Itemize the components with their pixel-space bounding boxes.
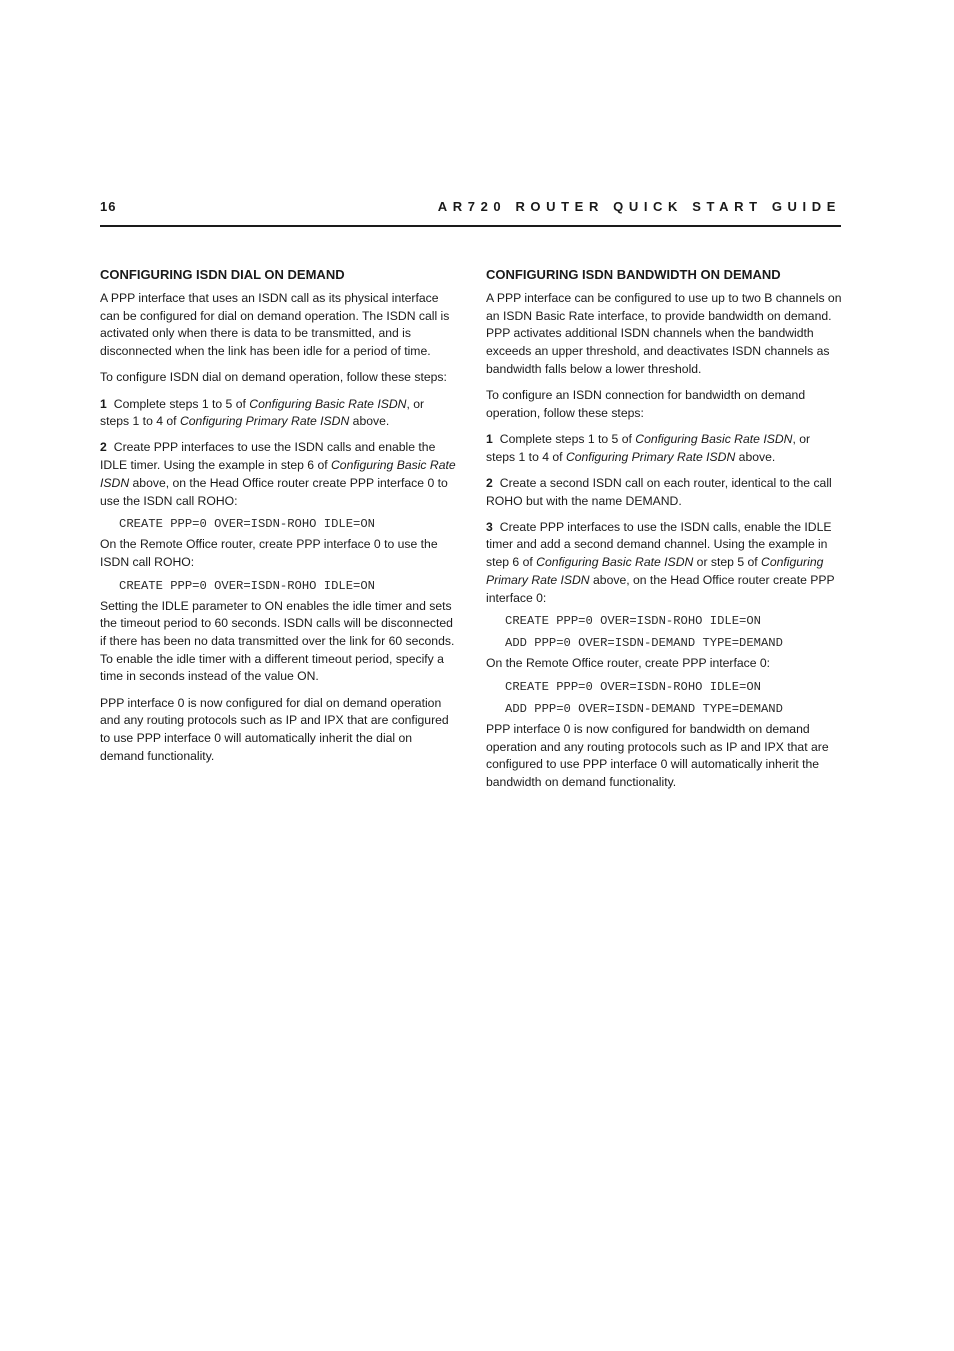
paragraph: On the Remote Office router, create PPP interface 0 to use the ISDN call ROHO: xyxy=(100,537,438,569)
section-heading-bandwidth-on-demand: CONFIGURING ISDN BANDWIDTH ON DEMAND xyxy=(486,267,781,282)
cross-reference: Configuring Primary Rate ISDN xyxy=(486,555,824,587)
section-heading-dial-on-demand: CONFIGURING ISDN DIAL ON DEMAND xyxy=(100,267,345,282)
cross-reference: Configuring Basic Rate ISDN xyxy=(635,431,793,446)
paragraph: A PPP interface can be configured to use up to two B channels on an ISDN Basic Rate interface, to provide bandwidth on demand. PPP activates additional ISDN channels when the bandwidth exceeds an upper threshold, and deactivates ISDN channels as bandwidth falls below a lower threshold. xyxy=(486,291,842,376)
page-header xyxy=(100,199,841,227)
paragraph: To configure an ISDN connection for bandwidth on demand operation, follow these steps: xyxy=(486,388,806,420)
step-number: 3 xyxy=(486,519,493,534)
code-line: ADD PPP=0 OVER=ISDN-DEMAND TYPE=DEMAND xyxy=(505,636,783,651)
paragraph: Setting the IDLE parameter to ON enables the idle timer and sets the timeout period to 60 seconds. ISDN calls will be disconnected if there has been no data transmitted over the link for 60 seconds. To enable the idle timer with a different timeout period, specify a time in seconds instead of the value ON. xyxy=(100,598,455,684)
code-line: CREATE PPP=0 OVER=ISDN-ROHO IDLE=ON xyxy=(505,679,761,694)
code-line: CREATE PPP=0 OVER=ISDN-ROHO IDLE=ON xyxy=(119,578,375,593)
cross-reference: Configuring Basic Rate ISDN xyxy=(536,555,694,570)
step-number: 1 xyxy=(486,431,493,446)
code-line: CREATE PPP=0 OVER=ISDN-ROHO IDLE=ON xyxy=(119,517,375,532)
paragraph: PPP interface 0 is now configured for bandwidth on demand operation and any routing protocols such as IP and IPX that are configured to use PPP interface 0 will automatically inherit the bandwidth on demand functionality. xyxy=(486,721,829,790)
cross-reference: Configuring Primary Rate ISDN xyxy=(565,449,736,464)
step-2: 2 Create PPP interfaces to use the ISDN calls and enable the IDLE timer. Using the example in step 6 of Configuring Basic Rate ISDN above, on the Head Office router create PPP interface 0 to use the ISDN call ROHO: xyxy=(100,440,456,508)
step-2: 2 Create a second ISDN call on each router, identical to the call ROHO but with the name DEMAND. xyxy=(486,475,832,508)
code-line: ADD PPP=0 OVER=ISDN-DEMAND TYPE=DEMAND xyxy=(505,701,783,716)
step-number: 1 xyxy=(100,396,107,411)
left-column xyxy=(100,266,456,774)
code-block xyxy=(486,677,842,719)
paragraph: On the Remote Office router, create PPP interface 0: xyxy=(486,656,771,671)
cross-reference: Configuring Basic Rate ISDN xyxy=(100,458,456,490)
code-line: CREATE PPP=0 OVER=ISDN-ROHO IDLE=ON xyxy=(505,614,761,629)
right-column xyxy=(486,266,842,800)
code-block xyxy=(486,611,842,653)
cross-reference: Configuring Primary Rate ISDN xyxy=(179,414,350,429)
step-number: 2 xyxy=(486,475,493,490)
cross-reference: Configuring Basic Rate ISDN xyxy=(249,396,407,411)
code-block xyxy=(100,514,456,534)
step-1: 1 Complete steps 1 to 5 of Configuring Basic Rate ISDN, or steps 1 to 4 of Configuring Primary Rate ISDN above. xyxy=(100,396,425,429)
guide-title: AR720 ROUTER QUICK START GUIDE xyxy=(437,199,841,214)
step-3: 3 Create PPP interfaces to use the ISDN calls, enable the IDLE timer and add a second demand channel. Using the example in step 6 of Configuring Basic Rate ISDN or step 5 of Configuring Primary Rate ISDN above, on the Head Office router create PPP interface 0: xyxy=(486,519,835,605)
code-block xyxy=(100,576,456,596)
paragraph: PPP interface 0 is now configured for dial on demand operation and any routing protocols such as IP and IPX that are configured to use PPP interface 0 will automatically inherit the dial on demand functionality. xyxy=(100,695,449,763)
step-number: 2 xyxy=(100,440,107,455)
paragraph: To configure ISDN dial on demand operation, follow these steps: xyxy=(100,370,447,385)
page-number: 16 xyxy=(100,199,117,214)
paragraph: A PPP interface that uses an ISDN call as its physical interface can be configured for dial on demand operation. The ISDN call is activated only when there is data to be transmitted, and is disconnected when the link has been idle for a period of time. xyxy=(100,291,450,359)
step-1: 1 Complete steps 1 to 5 of Configuring Basic Rate ISDN, or steps 1 to 4 of Configuring Primary Rate ISDN above. xyxy=(486,431,811,464)
